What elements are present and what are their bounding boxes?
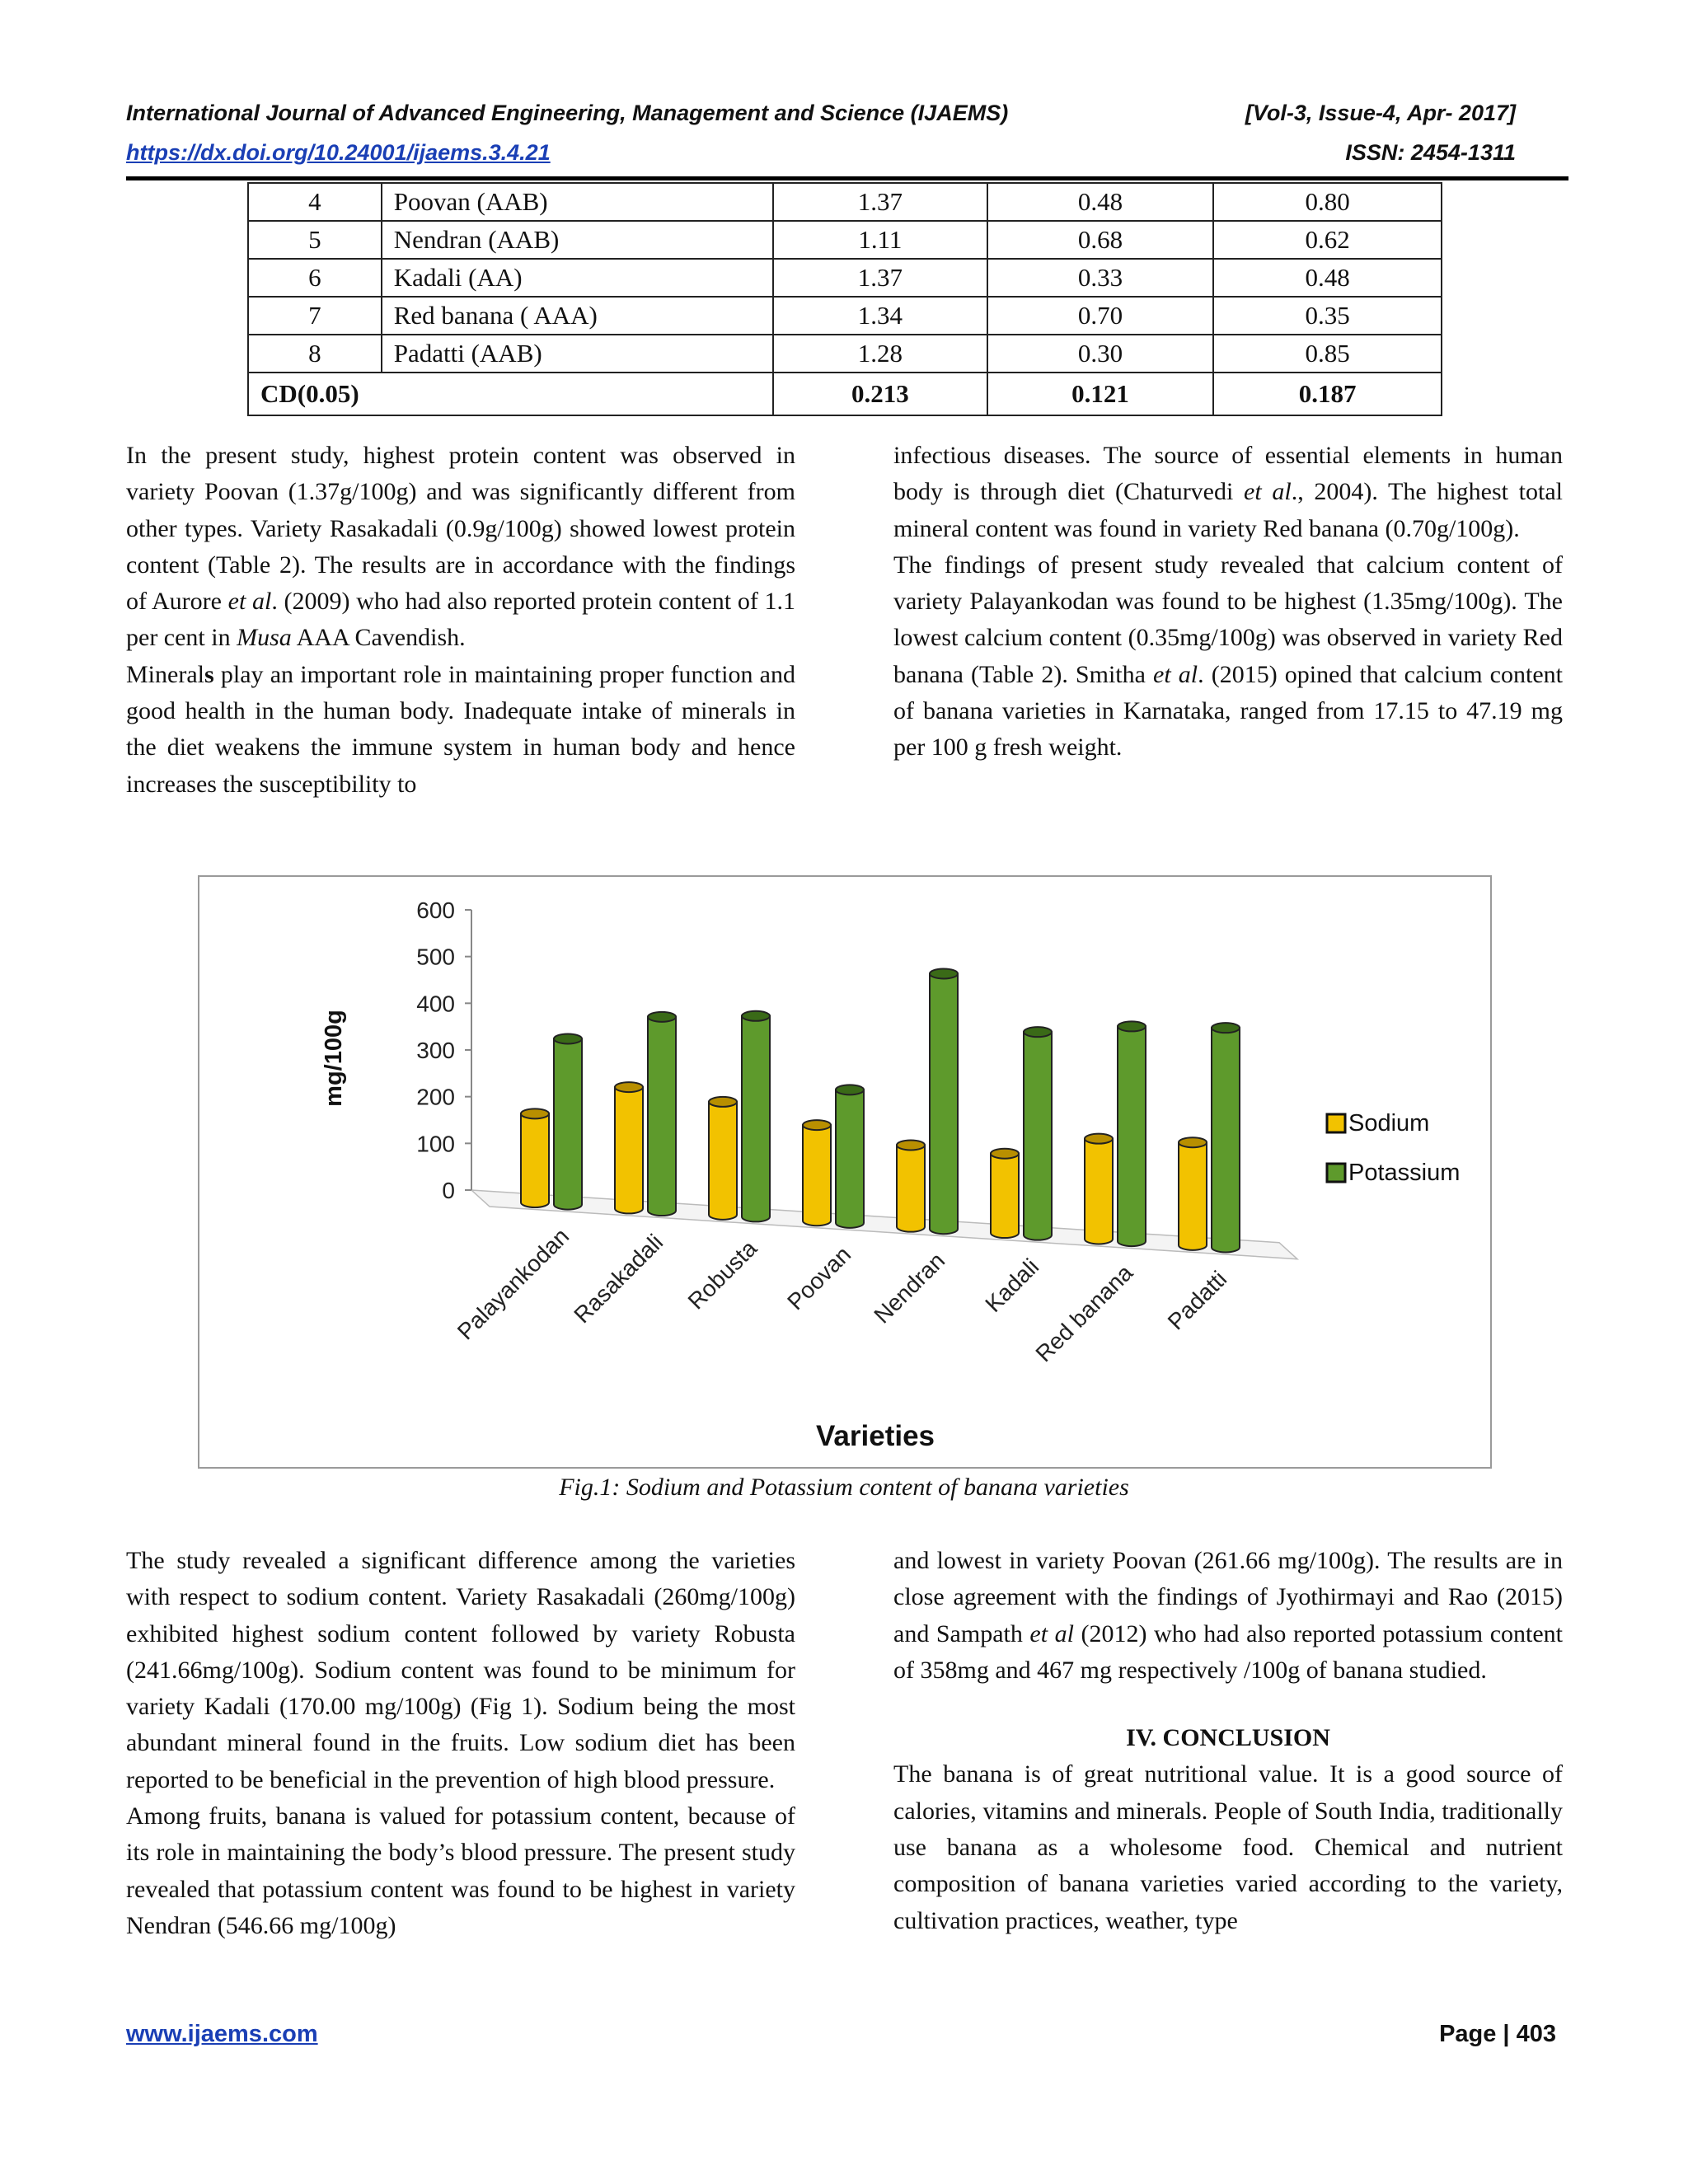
x-category-label: Robusta bbox=[682, 1235, 762, 1315]
value-cell: 0.48 bbox=[1213, 259, 1442, 297]
value-cell: 1.34 bbox=[773, 297, 987, 335]
cd-label: CD(0.05) bbox=[248, 373, 773, 415]
text-run: The findings of present study revealed that calcium content of variety Palayankodan was found to be highest (1.35mg/100g). The lowest calcium content (0.35mg/100g) was observed in variety Red banana (Table 2). Smitha bbox=[893, 551, 1563, 688]
x-category-label: Poovan bbox=[782, 1241, 856, 1315]
text-run: . (2009) who had also reported protein content of 1.1 per cent in bbox=[126, 588, 795, 652]
bar-potassium bbox=[1024, 1032, 1052, 1240]
value-cell: 0.35 bbox=[1213, 297, 1442, 335]
bar-potassium bbox=[930, 973, 958, 1234]
section-heading: IV. CONCLUSION bbox=[1126, 1724, 1330, 1752]
paragraph bbox=[893, 1543, 1563, 1689]
bar-top-sodium bbox=[897, 1140, 925, 1150]
y-axis-label: mg/100g bbox=[321, 1010, 347, 1107]
x-category-label: Kadali bbox=[980, 1254, 1044, 1318]
legend-swatch bbox=[1327, 1164, 1345, 1182]
bar-potassium bbox=[1212, 1028, 1240, 1252]
x-category-label: Red banana bbox=[1030, 1259, 1138, 1367]
y-tick-label: 500 bbox=[416, 944, 455, 970]
bar-potassium bbox=[554, 1038, 582, 1209]
left-column-top bbox=[126, 438, 795, 803]
text-run: AAA Cavendish. bbox=[291, 624, 466, 652]
value-cell: 0.33 bbox=[987, 259, 1214, 297]
figure-caption: Fig.1: Sodium and Potassium content of banana varieties bbox=[559, 1474, 1129, 1501]
bar-top-sodium bbox=[1179, 1137, 1207, 1147]
text-run: Musa bbox=[237, 624, 292, 652]
paragraph bbox=[893, 438, 1563, 547]
text-run: ., 2004). The highest total mineral content was found in variety Red banana (0.70g/100g). bbox=[893, 478, 1563, 542]
y-tick-label: 100 bbox=[416, 1131, 455, 1157]
paragraph: The banana is of great nutritional value. It is a good source of calories, vitamins and minerals. People of South India, traditionally use banana as a wholesome food. Chemical and nutrient composition of banana varieties varied according to the variety, cultivation practices, weather, type bbox=[893, 1760, 1563, 1934]
sodium-potassium-chart bbox=[199, 877, 1490, 1467]
header-rule bbox=[126, 176, 1568, 180]
right-column-top bbox=[893, 438, 1563, 766]
text-run: et al bbox=[1153, 660, 1198, 688]
text-run: et al bbox=[1029, 1619, 1074, 1647]
bar-sodium bbox=[709, 1102, 737, 1220]
x-axis-label: Varieties bbox=[816, 1420, 935, 1452]
value-cell: 1.28 bbox=[773, 335, 987, 373]
text-run: In the present study, highest protein content was observed in variety Poovan (1.37g/100g) and was significantly different from other types. Variety Rasakadali (0.9g/100g) showed lowest protein content (Table 2). The results are in accordance with the findings of Aurore bbox=[126, 442, 795, 616]
cd-row bbox=[248, 373, 1442, 415]
value-cell: 0.62 bbox=[1213, 221, 1442, 259]
value-cell: 1.37 bbox=[773, 259, 987, 297]
row-number: 7 bbox=[248, 297, 382, 335]
journal-title: International Journal of Advanced Engineering, Management and Science (IJAEMS) bbox=[126, 101, 1009, 125]
value-cell: 0.80 bbox=[1213, 183, 1442, 221]
table-row bbox=[248, 221, 1442, 259]
bar-top-sodium bbox=[521, 1108, 549, 1118]
text-run: s bbox=[204, 660, 214, 688]
legend-swatch bbox=[1327, 1114, 1345, 1132]
bar-top-potassium bbox=[1212, 1023, 1240, 1033]
value-cell: 1.11 bbox=[773, 221, 987, 259]
variety-name: Padatti (AAB) bbox=[382, 335, 773, 373]
row-number: 8 bbox=[248, 335, 382, 373]
x-category-label: Palayankodan bbox=[452, 1223, 574, 1345]
text-run: et al bbox=[1244, 478, 1292, 506]
bar-top-potassium bbox=[1118, 1021, 1146, 1031]
bar-sodium bbox=[803, 1125, 831, 1226]
table-row bbox=[248, 297, 1442, 335]
bar-potassium bbox=[742, 1016, 770, 1222]
x-category-label: Nendran bbox=[869, 1247, 950, 1329]
journal-header bbox=[126, 101, 1516, 126]
x-category-label: Padatti bbox=[1162, 1265, 1232, 1335]
table-row bbox=[248, 259, 1442, 297]
y-tick-label: 400 bbox=[416, 991, 455, 1017]
bar-top-potassium bbox=[648, 1012, 676, 1022]
issn: ISSN: 2454-1311 bbox=[1345, 140, 1516, 165]
row-number: 5 bbox=[248, 221, 382, 259]
cd-value: 0.187 bbox=[1213, 373, 1442, 415]
bar-sodium bbox=[1085, 1139, 1113, 1244]
value-cell: 0.48 bbox=[987, 183, 1214, 221]
bar-sodium bbox=[991, 1154, 1019, 1238]
bar-sodium bbox=[615, 1087, 643, 1213]
row-number: 6 bbox=[248, 259, 382, 297]
y-tick-label: 200 bbox=[416, 1084, 455, 1110]
bar-top-potassium bbox=[930, 968, 958, 978]
text-run: infectious diseases. The source of essential elements in human body is through diet (Chaturvedi bbox=[893, 442, 1563, 506]
cd-value: 0.213 bbox=[773, 373, 987, 415]
text-run: play an important role in maintaining proper function and good health in the human body. Inadequate intake of minerals in the diet weakens the immune system in human body and hence increases the susceptibility to bbox=[126, 660, 795, 798]
bar-potassium bbox=[1118, 1026, 1146, 1246]
chart-frame bbox=[198, 875, 1492, 1469]
legend-label: Sodium bbox=[1348, 1110, 1430, 1137]
paragraph bbox=[893, 547, 1563, 766]
x-category-label: Rasakadali bbox=[569, 1229, 668, 1329]
text-run: et al bbox=[227, 588, 272, 616]
text-run: (2012) who had also reported potassium content of 358mg and 467 mg respectively /100g of banana studied. bbox=[893, 1619, 1563, 1684]
doi-row bbox=[126, 140, 1516, 166]
bar-potassium bbox=[836, 1090, 864, 1228]
legend-label: Potassium bbox=[1348, 1160, 1461, 1186]
table-row bbox=[248, 183, 1442, 221]
y-tick-label: 300 bbox=[416, 1038, 455, 1063]
right-column-bottom bbox=[893, 1543, 1563, 1939]
page-number: Page | 403 bbox=[1439, 2021, 1556, 2047]
bar-potassium bbox=[648, 1017, 676, 1216]
value-cell: 1.37 bbox=[773, 183, 987, 221]
variety-name: Nendran (AAB) bbox=[382, 221, 773, 259]
bar-sodium bbox=[521, 1113, 549, 1207]
bar-top-potassium bbox=[554, 1033, 582, 1043]
table-row bbox=[248, 335, 1442, 373]
value-cell: 0.30 bbox=[987, 335, 1214, 373]
volume-info: [Vol-3, Issue-4, Apr- 2017] bbox=[1245, 101, 1516, 125]
bar-top-sodium bbox=[803, 1120, 831, 1130]
bar-top-sodium bbox=[709, 1097, 737, 1107]
bar-top-sodium bbox=[615, 1082, 643, 1092]
paragraph: The study revealed a significant difference among the varieties with respect to sodium content. Variety Rasakadali (260mg/100g) exhibited highest sodium content followed by variety Robusta (241.66mg/100g). Sodium content was found to be minimum for variety Kadali (170.00 mg/100g) (Fig 1). Sodium being the most abundant mineral found in the fruits. Low sodium diet has been reported to be beneficial in the prevention of high blood pressure. bbox=[126, 1547, 795, 1793]
journal-website-link[interactable]: www.ijaems.com bbox=[126, 2021, 318, 2047]
text-run: and lowest in variety Poovan (261.66 mg/100g). The results are in close agreement with the findings of Jyothirmayi and Rao (2015) and Sampath bbox=[893, 1547, 1563, 1647]
left-column-bottom bbox=[126, 1543, 795, 1944]
bar-top-sodium bbox=[1085, 1134, 1113, 1144]
text-run: Mineral bbox=[126, 660, 204, 688]
doi-link[interactable]: https://dx.doi.org/10.24001/ijaems.3.4.21 bbox=[126, 140, 551, 165]
paragraph: Among fruits, banana is valued for potassium content, because of its role in maintaining the body’s blood pressure. The present study revealed that potassium content was found to be highest in variety Nendran (546.66 mg/100g) bbox=[126, 1802, 795, 1939]
text-run: . (2015) opined that calcium content of banana varieties in Karnataka, ranged from 17.15 to 47.19 mg per 100 g fresh weight. bbox=[893, 660, 1563, 762]
y-tick-label: 0 bbox=[442, 1178, 455, 1203]
chart-floor bbox=[471, 1190, 1297, 1259]
variety-name: Poovan (AAB) bbox=[382, 183, 773, 221]
variety-name: Kadali (AA) bbox=[382, 259, 773, 297]
bar-top-sodium bbox=[991, 1149, 1019, 1159]
value-cell: 0.85 bbox=[1213, 335, 1442, 373]
bar-top-potassium bbox=[836, 1085, 864, 1094]
row-number: 4 bbox=[248, 183, 382, 221]
bar-sodium bbox=[897, 1145, 925, 1231]
paragraph bbox=[126, 657, 795, 803]
y-tick-label: 600 bbox=[416, 898, 455, 923]
cd-value: 0.121 bbox=[987, 373, 1214, 415]
mineral-table bbox=[247, 182, 1442, 416]
paragraph bbox=[126, 438, 795, 657]
bar-top-potassium bbox=[742, 1011, 770, 1021]
value-cell: 0.70 bbox=[987, 297, 1214, 335]
value-cell: 0.68 bbox=[987, 221, 1214, 259]
bar-sodium bbox=[1179, 1142, 1207, 1250]
bar-top-potassium bbox=[1024, 1027, 1052, 1037]
variety-name: Red banana ( AAA) bbox=[382, 297, 773, 335]
